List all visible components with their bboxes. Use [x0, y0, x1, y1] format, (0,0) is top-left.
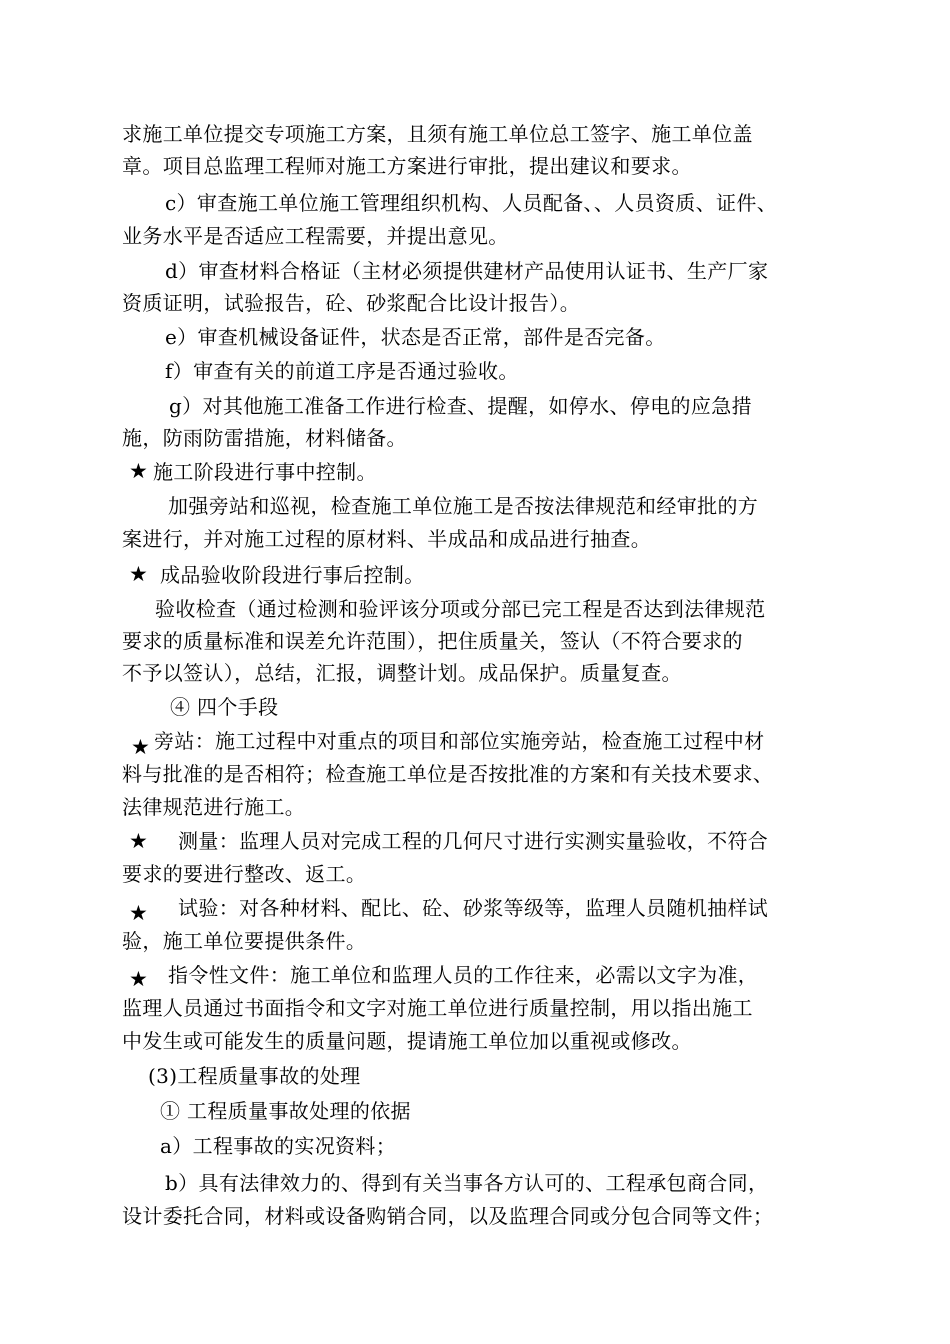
text-line: 要求的要进行整改、返工。 [122, 862, 367, 886]
text-line: 中发生或可能发生的质量问题，提请施工单位加以重视或修改。 [122, 1029, 692, 1053]
text-line: 要求的质量标准和误差允许范围），把住质量关，签认（不符合要求的 [122, 629, 743, 653]
text-line: 试验：对各种材料、配比、砼、砂浆等级等，监理人员随机抽样试 [178, 896, 769, 920]
text-line: a）工程事故的实况资料； [160, 1134, 397, 1158]
text-line: b）具有法律效力的、得到有关当事各方认可的、工程承包商合同， [165, 1171, 769, 1195]
star-bullet: ★ [129, 562, 149, 586]
text-line: 料与批准的是否相符；检查施工单位是否按批准的方案和有关技术要求、 [122, 762, 774, 786]
section-heading: 施工阶段进行事中控制。 [153, 460, 377, 484]
text-line: d）审查材料合格证（主材必须提供建材产品使用认证书、生产厂家 [165, 259, 769, 283]
text-line: 案进行，并对施工过程的原材料、半成品和成品进行抽查。 [122, 527, 652, 551]
text-line: 测量：监理人员对完成工程的几何尺寸进行实测实量验收，不符合 [178, 829, 769, 853]
text-line: 求施工单位提交专项施工方案，且须有施工单位总工签字、施工单位盖 [122, 122, 753, 146]
text-line: 验，施工单位要提供条件。 [122, 929, 367, 953]
text-line: e）审查机械设备证件，状态是否正常，部件是否完备。 [165, 325, 666, 349]
text-line: 设计委托合同，材料或设备购销合同，以及监理合同或分包合同等文件； [122, 1204, 774, 1228]
text-line: 不予以签认），总结，汇报，调整计划。成品保护。质量复查。 [122, 661, 682, 685]
section-heading: ④ 四个手段 [170, 695, 279, 719]
text-line: g）对其他施工准备工作进行检查、提醒，如停水、停电的应急措 [169, 394, 752, 418]
star-bullet: ★ [129, 829, 149, 853]
star-bullet: ★ [131, 735, 151, 759]
text-line: 指令性文件：施工单位和监理人员的工作往来，必需以文字为准， [168, 963, 759, 987]
star-bullet: ★ [129, 901, 149, 925]
text-line: f）审查有关的前道工序是否通过验收。 [165, 359, 519, 383]
star-bullet: ★ [129, 967, 149, 991]
text-line: 加强旁站和巡视，检查施工单位施工是否按法律规范和经审批的方 [168, 494, 759, 518]
star-bullet: ★ [129, 459, 149, 483]
text-line: 法律规范进行施工。 [122, 795, 306, 819]
text-line: c）审查施工单位施工管理组织机构、人员配备、、人员资质、证件、 [165, 191, 778, 215]
text-line: 监理人员通过书面指令和文字对施工单位进行质量控制，用以指出施工 [122, 996, 753, 1020]
section-heading: ① 工程质量事故处理的依据 [160, 1099, 411, 1123]
text-line: 施，防雨防雷措施，材料储备。 [122, 426, 407, 450]
section-heading: 成品验收阶段进行事后控制。 [160, 563, 425, 587]
text-line: 验收检查（通过检测和验评该分项或分部已完工程是否达到法律规范 [155, 597, 766, 621]
text-line: 旁站：施工过程中对重点的项目和部位实施旁站，检查施工过程中材 [154, 729, 765, 753]
section-heading: (3)工程质量事故的处理 [148, 1064, 361, 1088]
text-line: 资质证明，试验报告，砼、砂浆配合比设计报告）。 [122, 291, 581, 315]
text-line: 章。项目总监理工程师对施工方案进行审批，提出建议和要求。 [122, 154, 692, 178]
text-line: 业务水平是否适应工程需要，并提出意见。 [122, 224, 509, 248]
